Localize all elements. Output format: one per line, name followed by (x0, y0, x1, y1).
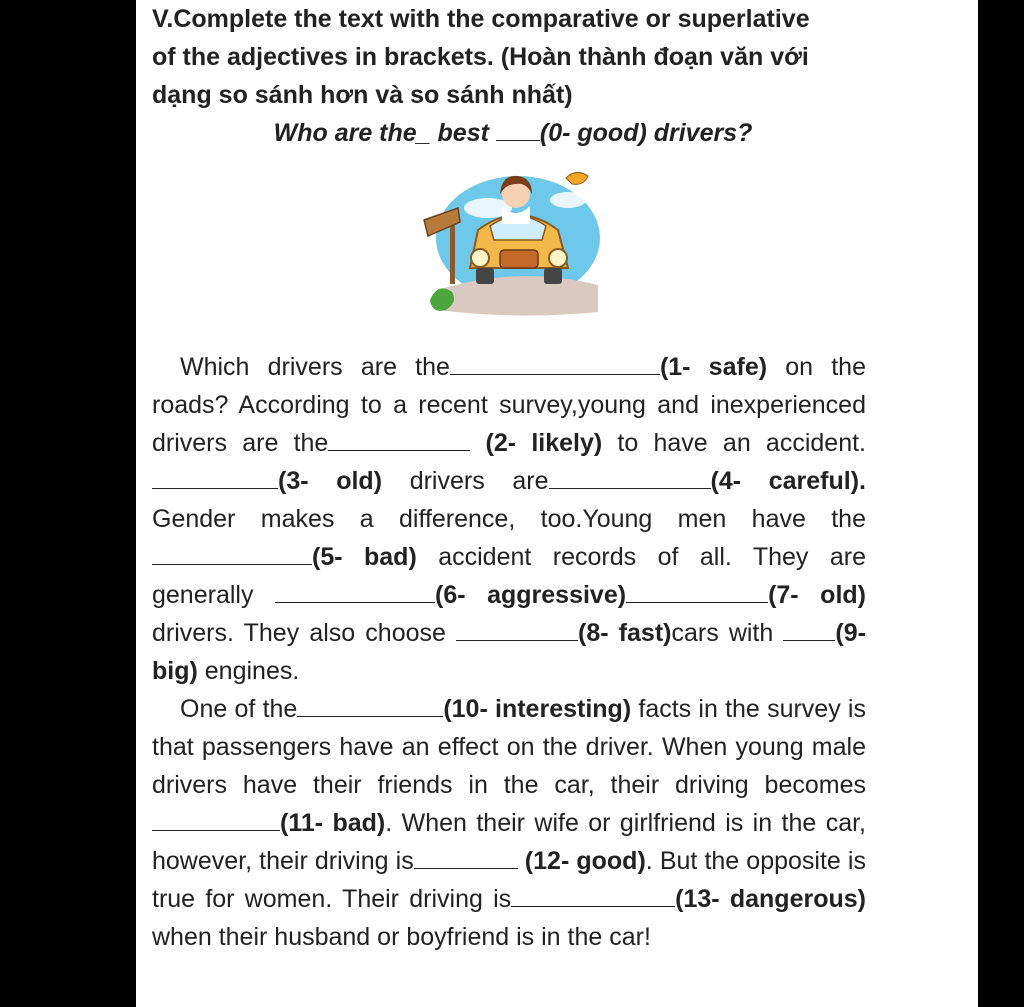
answer-blank (549, 462, 711, 489)
heading-line-3: dạng so sánh hơn và so sánh nhất) (152, 81, 573, 109)
passage-text: drivers. They also choose (152, 619, 457, 647)
answer-blank (511, 880, 675, 907)
passage-text: engines. (197, 657, 300, 685)
answer-blank (275, 576, 435, 603)
title-pre: Who are the_ best (273, 119, 496, 147)
passage-text: to have an accident. (602, 429, 866, 457)
passage-text: . But the opposite is true for women. Their driving is (152, 847, 866, 913)
answer-blank (297, 690, 443, 717)
passage-text: cars with (671, 619, 784, 647)
answer-blank (152, 804, 280, 831)
paragraph-1 (152, 348, 866, 690)
answer-blank (450, 348, 660, 375)
answer-blank (456, 614, 578, 641)
answer-blank (328, 424, 470, 451)
exercise-heading (152, 0, 866, 114)
answer-blank (152, 462, 278, 489)
paragraph-2 (152, 690, 866, 956)
passage-text: One of the (180, 695, 298, 723)
heading-line-1: V.Complete the text with the comparative or superlative (152, 5, 810, 33)
adjective-prompt: (12- good) (517, 847, 646, 875)
adjective-prompt: (1- safe) (659, 353, 768, 381)
passage-text: Which drivers are the (180, 353, 450, 381)
adjective-prompt: (5- bad) (312, 543, 417, 571)
car-driver-illustration-icon (418, 160, 604, 320)
passage-title (152, 114, 866, 152)
title-blank (496, 114, 540, 141)
passage-text: on the roads? According to a recent survey,young and inexperienced drivers are the (152, 353, 866, 457)
adjective-prompt: (8- fast) (578, 619, 672, 647)
answer-blank (414, 842, 518, 869)
adjective-prompt: (2- likely) (470, 429, 603, 457)
worksheet-page (136, 0, 978, 1007)
worksheet-content (152, 0, 866, 956)
passage-text: . When their wife or girlfriend is in the car, however, their driving is (152, 809, 866, 875)
adjective-prompt: (7- old) (768, 581, 866, 609)
passage-text: accident records of all. They are generally (152, 543, 866, 609)
heading-line-2: of the adjectives in brackets. (Hoàn thành đoạn văn với (152, 43, 809, 71)
passage-text: drivers are (382, 467, 549, 495)
passage-text: Gender makes a difference, too.Young men have the (152, 505, 866, 533)
adjective-prompt: (10- interesting) (443, 695, 632, 723)
answer-blank (626, 576, 768, 603)
passage-text: when their husband or boyfriend is in the car! (152, 923, 651, 951)
adjective-prompt: (3- old) (278, 467, 383, 495)
adjective-prompt: (6- aggressive) (435, 581, 627, 609)
adjective-prompt: (13- dangerous) (675, 885, 866, 913)
adjective-prompt: (4- careful). (710, 467, 866, 495)
passage-text: facts in the survey is that passengers have an effect on the driver. When young male drivers have their friends in the car, their driving becomes (152, 695, 866, 799)
adjective-prompt: (11- bad) (280, 809, 386, 837)
title-post: (0- good) drivers? (539, 119, 753, 147)
answer-blank (152, 538, 312, 565)
adjective-prompt: (9- big) (152, 619, 866, 685)
answer-blank (783, 614, 835, 641)
